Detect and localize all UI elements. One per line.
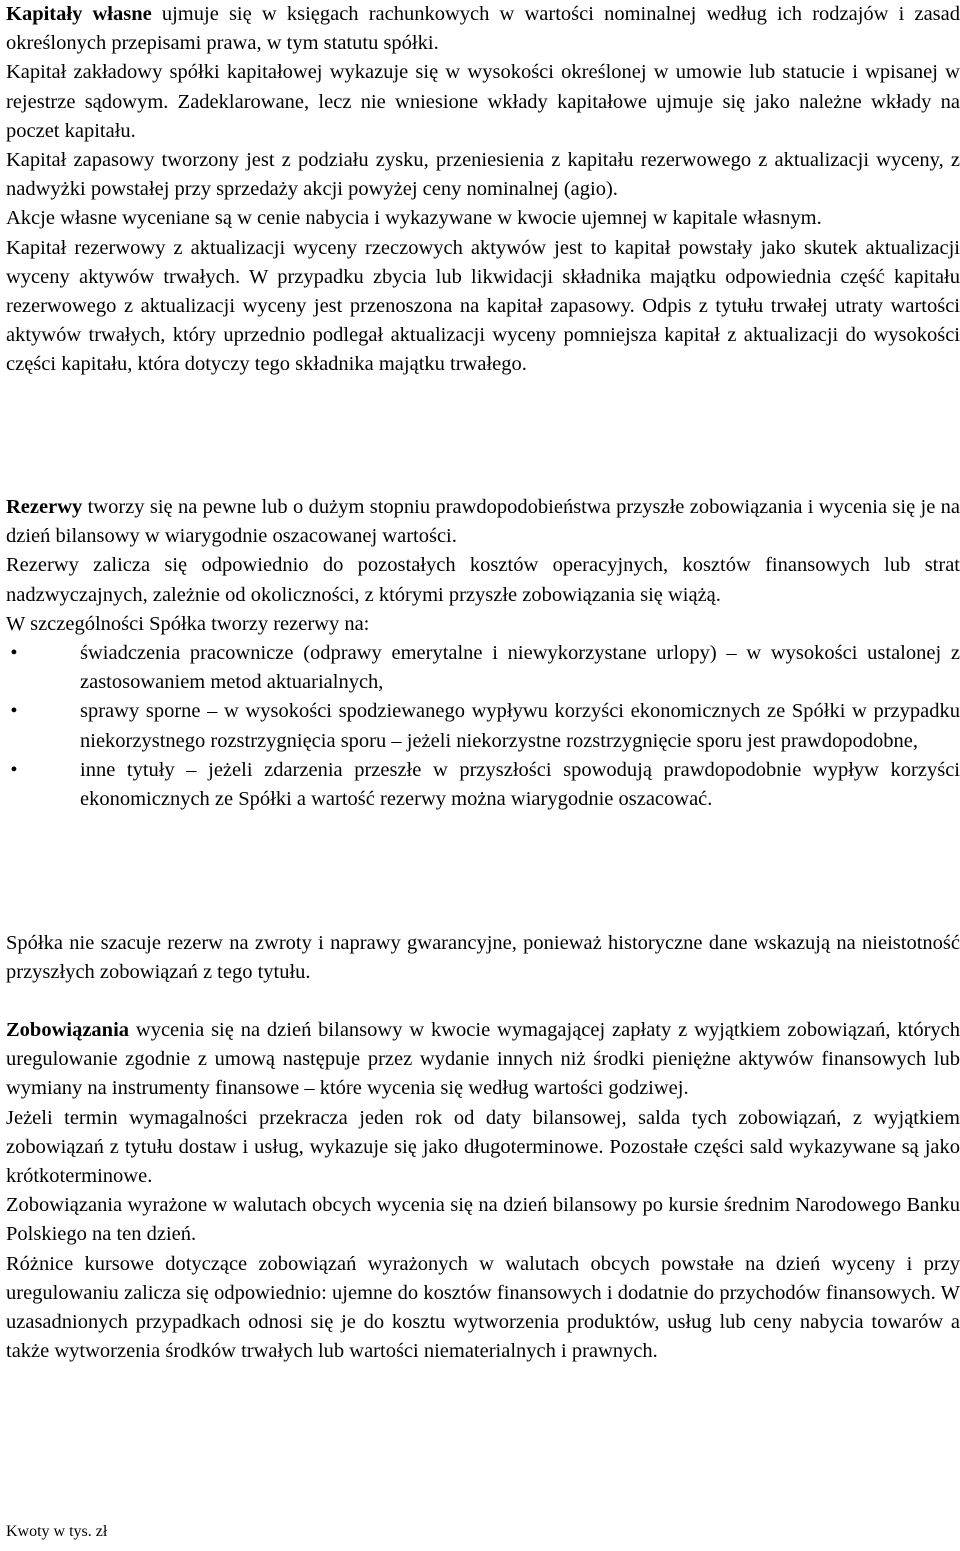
paragraph-roznice-kursowe: Różnice kursowe dotyczące zobowiązań wyrażonych w walutach obcych powstałe na dzień wyceny i przy uregulowaniu zalicza się odpowiednio: ujemne do kosztów finansowych i dodatnie do przychodów finansowych. W uzasadnionych przypadkach odnosi się je do kosztu wytworzenia produktów, usług lub ceny nabycia towarów a także wytworzenia środków trwałych lub wartości niematerialnych i prawnych.	[6, 1252, 960, 1363]
heading-rezerwy: Rezerwy	[6, 496, 83, 518]
bullet-icon: •	[10, 642, 18, 665]
paragraph-rezerwy-intro	[6, 493, 960, 551]
list-item	[6, 756, 960, 814]
section-gwarancje	[6, 929, 960, 987]
heading-zobowiazania: Zobowiązania	[6, 1019, 130, 1041]
list-item-text: sprawy sporne – w wysokości spodziewanego wypływu korzyści ekonomicznych ze Spółki w przypadku niekorzystnego rozstrzygnięcia sporu – jeżeli niekorzystne rozstrzygnięcie sporu jest prawdopodobne,	[80, 700, 960, 752]
paragraph-rezerwy-koszty: Rezerwy zalicza się odpowiednio do pozostałych kosztów operacyjnych, kosztów finansowych lub strat nadzwyczajnych, zależnie od okoliczności, z którymi przyszłe zobowiązania się wiążą.	[6, 554, 960, 606]
paragraph-rezerwy-lead: W szczególności Spółka tworzy rezerwy na:	[6, 612, 370, 635]
section-rezerwy	[6, 493, 960, 814]
bullet-icon: •	[10, 700, 18, 723]
footer-units-note: Kwoty w tys. zł	[6, 1523, 108, 1540]
paragraph-kapital-rezerwowy: Kapitał rezerwowy z aktualizacji wyceny rzeczowych aktywów jest to kapitał powstały jako skutek aktualizacji wyceny aktywów trwałych. W przypadku zbycia lub likwidacji składnika majątku odpowiednia część kapitału rezerwowego z aktualizacji wyceny jest przenoszona na kapitał zapasowy. Odpis z tytułu trwałej utraty wartości aktywów trwałych, który uprzednio podlegał aktualizacji wyceny pomniejsza kapitał z aktualizacji do wysokości części kapitału, która dotyczy tego składnika majątku trwałego.	[6, 236, 960, 376]
paragraph-zobowiazania-waluty: Zobowiązania wyrażone w walutach obcych wycenia się na dzień bilansowy po kursie średnim Narodowego Banku Polskiego na ten dzień.	[6, 1194, 960, 1246]
rezerwy-intro-text: tworzy się na pewne lub o dużym stopniu prawdopodobieństwa przyszłe zobowiązania i wycenia się je na dzień bilansowy w wiarygodnie oszacowanej wartości.	[6, 496, 960, 548]
paragraph-kapital-zakladowy: Kapitał zakładowy spółki kapitałowej wykazuje się w wysokości określonej w umowie lub statucie i wpisanej w rejestrze sądowym. Zadeklarowane, lecz nie wniesione wkłady kapitałowe ujmuje się jako należne wkłady na poczet kapitału.	[6, 61, 960, 142]
zobowiazania-intro-text: wycenia się na dzień bilansowy w kwocie wymagającej zapłaty z wyjątkiem zobowiązań, których uregulowanie zgodnie z umową następuje przez wydanie innych niż środki pieniężne aktywów finansowych lub wymiany na instrumenty finansowe – które wycenia się według wartości godziwej.	[6, 1019, 960, 1100]
heading-kapitaly-wlasne: Kapitały własne	[6, 3, 152, 25]
paragraph-gwarancje: Spółka nie szacuje rezerw na zwroty i naprawy gwarancyjne, ponieważ historyczne dane wskazują na nieistotność przyszłych zobowiązań z tego tytułu.	[6, 932, 960, 984]
paragraph-kapital-zapasowy: Kapitał zapasowy tworzony jest z podziału zysku, przeniesienia z kapitału rezerwowego z aktualizacji wyceny, z nadwyżki powstałej przy sprzedaży akcji powyżej ceny nominalnej (agio).	[6, 149, 960, 201]
kapitaly-intro-text: ujmuje się w księgach rachunkowych w wartości nominalnej według ich rodzajów i zasad określonych przepisami prawa, w tym statutu spółki.	[6, 3, 960, 55]
list-item	[6, 697, 960, 755]
list-item-text: świadczenia pracownicze (odprawy emerytalne i niewykorzystane urlopy) – w wysokości ustalonej z zastosowaniem metod aktuarialnych,	[80, 642, 960, 694]
paragraph-zobowiazania-intro	[6, 1016, 960, 1104]
paragraph-akcje-wlasne: Akcje własne wyceniane są w cenie nabycia i wykazywane w kwocie ujemnej w kapitale własnym.	[6, 207, 822, 230]
paragraph-kapitaly-intro	[6, 0, 960, 58]
section-kapitaly-wlasne	[6, 0, 960, 380]
paragraph-zobowiazania-termin: Jeżeli termin wymagalności przekracza jeden rok od daty bilansowej, salda tych zobowiązań, z wyjątkiem zobowiązań z tytułu dostaw i usług, wykazuje się jako długoterminowe. Pozostałe części sald wykazywane są jako krótkoterminowe.	[6, 1106, 960, 1188]
list-item	[6, 639, 960, 697]
list-item-text: inne tytuły – jeżeli zdarzenia przeszłe w przyszłości spowodują prawdopodobnie wypływ korzyści ekonomicznych ze Spółki a wartość rezerwy można wiarygodnie oszacować.	[80, 758, 960, 811]
section-zobowiazania	[6, 1016, 960, 1366]
bullet-icon: •	[10, 758, 18, 781]
rezerwy-bullet-list	[6, 639, 960, 814]
